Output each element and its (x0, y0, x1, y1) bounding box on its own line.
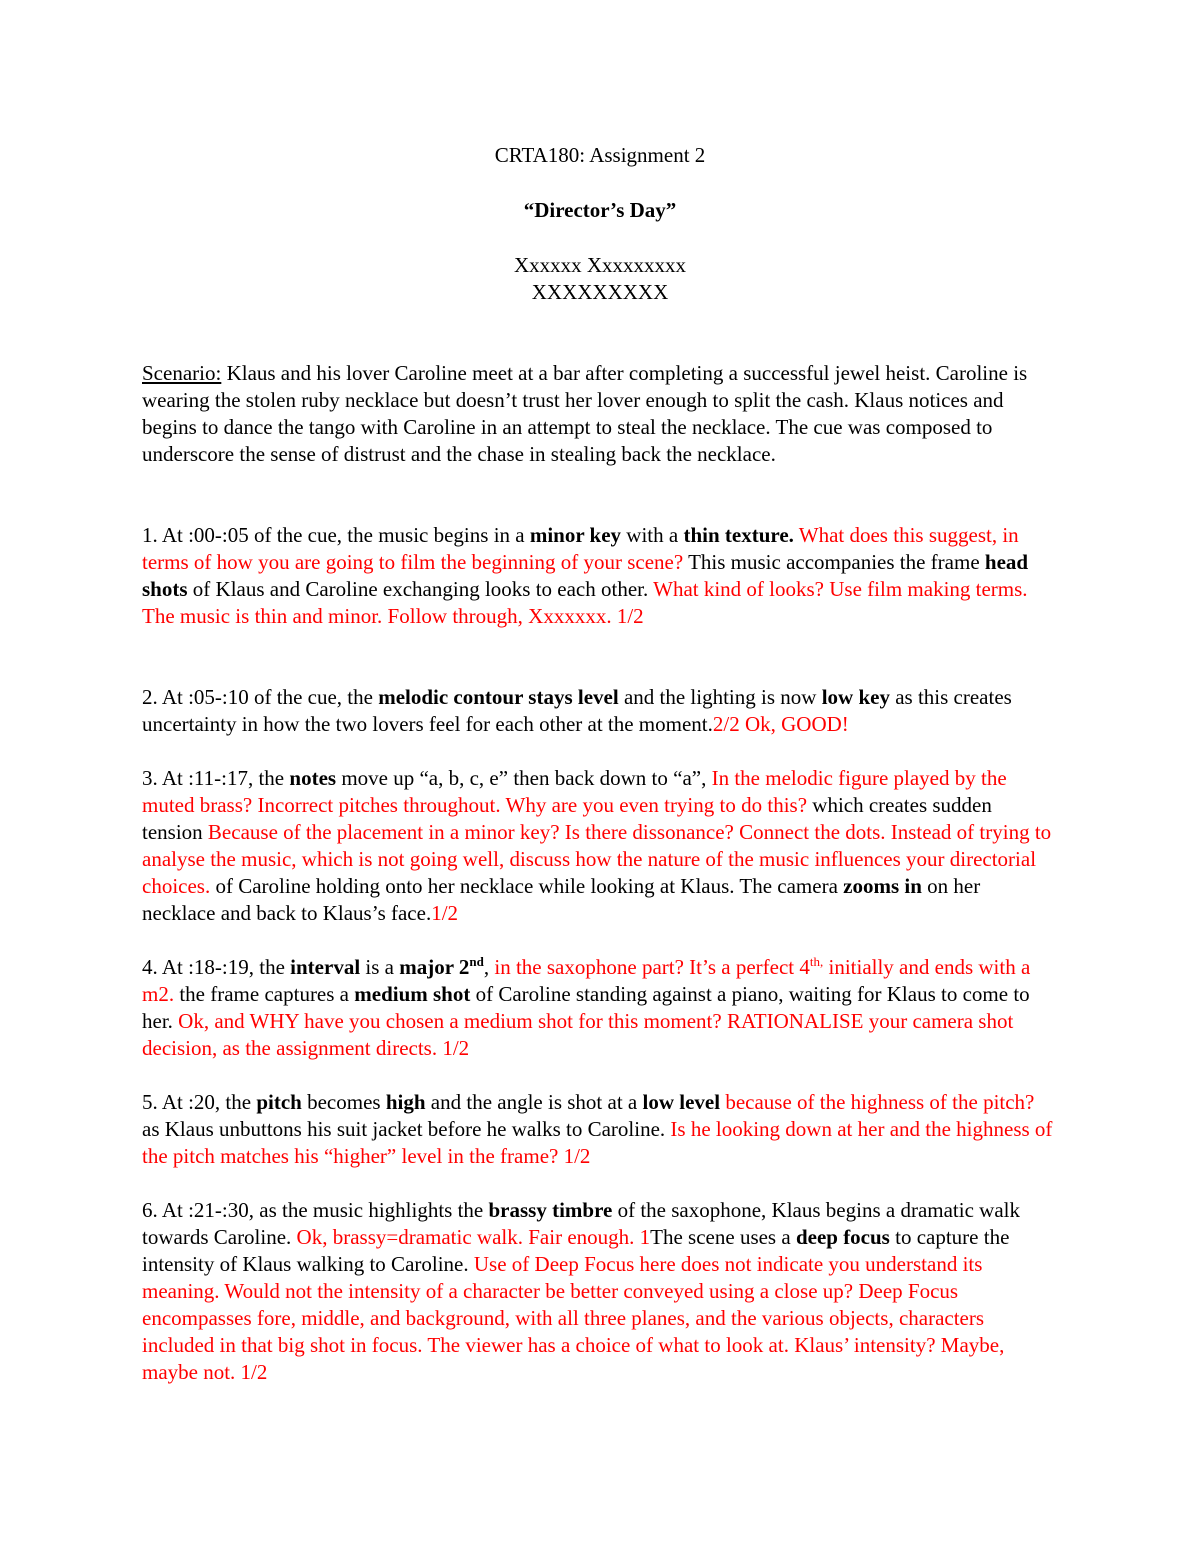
document-title: CRTA180: Assignment 2 (494, 143, 706, 167)
item-2-paragraph (142, 684, 1057, 738)
item-bold-term: deep focus (795, 1225, 890, 1249)
item-text: is a (360, 955, 400, 979)
item-text: 6. At :21-:30, as the music highlights the (142, 1198, 489, 1222)
item-3-paragraph (142, 765, 1057, 927)
item-bold-term: notes (289, 766, 337, 790)
item-text: becomes (301, 1090, 386, 1114)
item-bold-term: high (385, 1090, 426, 1114)
item-text: with a (621, 523, 684, 547)
instructor-comment: Ok, brassy=dramatic walk. Fair enough. 1 (291, 1225, 651, 1249)
author-id: XXXXXXXXX (531, 280, 669, 304)
scenario-label: Scenario: (142, 361, 222, 385)
scenario-text: Klaus and his lover Caroline meet at a bar after completing a successful jewel heist. Caroline is wearing the stolen ruby necklace but doesn’t trust her lover enough to split the cash. Klaus notices and begins to dance the tango with Caroline in an attempt to steal the necklace. The cue was composed to underscore the sense of distrust and the chase in stealing back the necklace. (142, 361, 1028, 466)
item-bold-term: interval (290, 955, 361, 979)
instructor-comment: 1/2 (431, 901, 459, 925)
item-text: the frame captures a (174, 982, 355, 1006)
item-6-paragraph (142, 1197, 1057, 1386)
item-text: as Klaus unbuttons his suit jacket before he walks to Caroline. (142, 1117, 666, 1141)
item-text: 3. At :11-:17, the (142, 766, 290, 790)
document-subtitle: “Director’s Day” (523, 198, 677, 222)
instructor-comment: 2/2 Ok, GOOD! (712, 712, 849, 736)
instructor-comment: What does this suggest, in terms of how you are going to film the beginning of your scene? (142, 523, 1019, 574)
item-text: which creates sudden tension (142, 793, 992, 844)
item-bold-term: low level (642, 1090, 721, 1114)
item-text: as this creates uncertainty in how the two lovers feel for each other at the moment. (142, 685, 1012, 736)
instructor-comment: Is he looking down at her and the highness of the pitch matches his “higher” level in the frame? 1/2 (142, 1117, 1053, 1168)
item-bold-term: major 2 (399, 955, 470, 979)
item-bold-term: minor key (529, 523, 622, 547)
item-text: of Klaus and Caroline exchanging looks to each other. (187, 577, 649, 601)
item-4-paragraph (142, 954, 1057, 1062)
item-bold-term: melodic contour stays level (378, 685, 619, 709)
item-1-paragraph (142, 522, 1057, 630)
item-text: 2. At :05-:10 of the cue, the (142, 685, 379, 709)
instructor-comment: Because of the placement in a minor key? Is there dissonance? Connect the dots. Instead of trying to analyse the music, which is not going well, discuss how the nature of the music influences your directorial choices. (142, 820, 1052, 898)
instructor-comment: initially and ends with a m2. (142, 955, 1031, 1006)
item-text: of Caroline standing against a piano, waiting for Klaus to come to her. (142, 982, 1030, 1033)
author-name: Xxxxxx Xxxxxxxxx (513, 253, 687, 277)
item-text: 1. At :00-:05 of the cue, the music begins in a (142, 523, 530, 547)
instructor-comment: Use of Deep Focus here does not indicate you understand its meaning. Would not the intensity of a character be better conveyed using a close up? Deep Focus encompasses fore, middle, and background, with all three planes, and the various objects, characters included in that big shot in focus. The viewer has a choice of what to look at. Klaus’ intensity? Maybe, maybe not. 1/2 (142, 1252, 1005, 1384)
item-bold-term: medium shot (354, 982, 471, 1006)
item-text: of Caroline holding onto her necklace while looking at Klaus. The camera (210, 874, 844, 898)
item-text: 5. At :20, the (142, 1090, 257, 1114)
item-text: to capture the intensity of Klaus walking to Caroline. (142, 1225, 1010, 1276)
item-text: and the lighting is now (618, 685, 822, 709)
item-bold-term: brassy timbre (488, 1198, 613, 1222)
instructor-comment: because of the highness of the pitch? (720, 1090, 1035, 1114)
item-bold-term: thin texture. (683, 523, 794, 547)
scenario-paragraph (142, 360, 1057, 468)
superscript: nd (469, 954, 484, 969)
item-text: The scene uses a (650, 1225, 796, 1249)
item-text: and the angle is shot at a (425, 1090, 643, 1114)
item-text: This music accompanies the frame (683, 550, 985, 574)
instructor-comment: In the melodic figure played by the muted brass? Incorrect pitches throughout. Why are you even trying to do this? (142, 766, 1007, 817)
item-bold-term: low key (821, 685, 890, 709)
instructor-comment: in the saxophone part? It’s a perfect 4 (494, 955, 810, 979)
superscript: th, (809, 954, 824, 969)
item-bold-term: head shots (142, 550, 1029, 601)
item-text: of the saxophone, Klaus begins a dramatic walk towards Caroline. (142, 1198, 1020, 1249)
instructor-comment: What kind of looks? Use film making terms. The music is thin and minor. Follow through, Xxxxxxx. 1/2 (142, 577, 1028, 628)
item-text: 4. At :18-:19, the (142, 955, 291, 979)
item-bold-term: pitch (256, 1090, 302, 1114)
item-text: , (483, 955, 495, 979)
instructor-comment: Ok, and WHY have you chosen a medium shot for this moment? RATIONALISE your camera shot decision, as the assignment directs. 1/2 (142, 1009, 1014, 1060)
item-bold-term: zooms in (843, 874, 922, 898)
item-5-paragraph (142, 1089, 1057, 1170)
item-text: move up “a, b, c, e” then back down to “a”, (336, 766, 712, 790)
item-text: on her necklace and back to Klaus’s face. (142, 874, 981, 925)
